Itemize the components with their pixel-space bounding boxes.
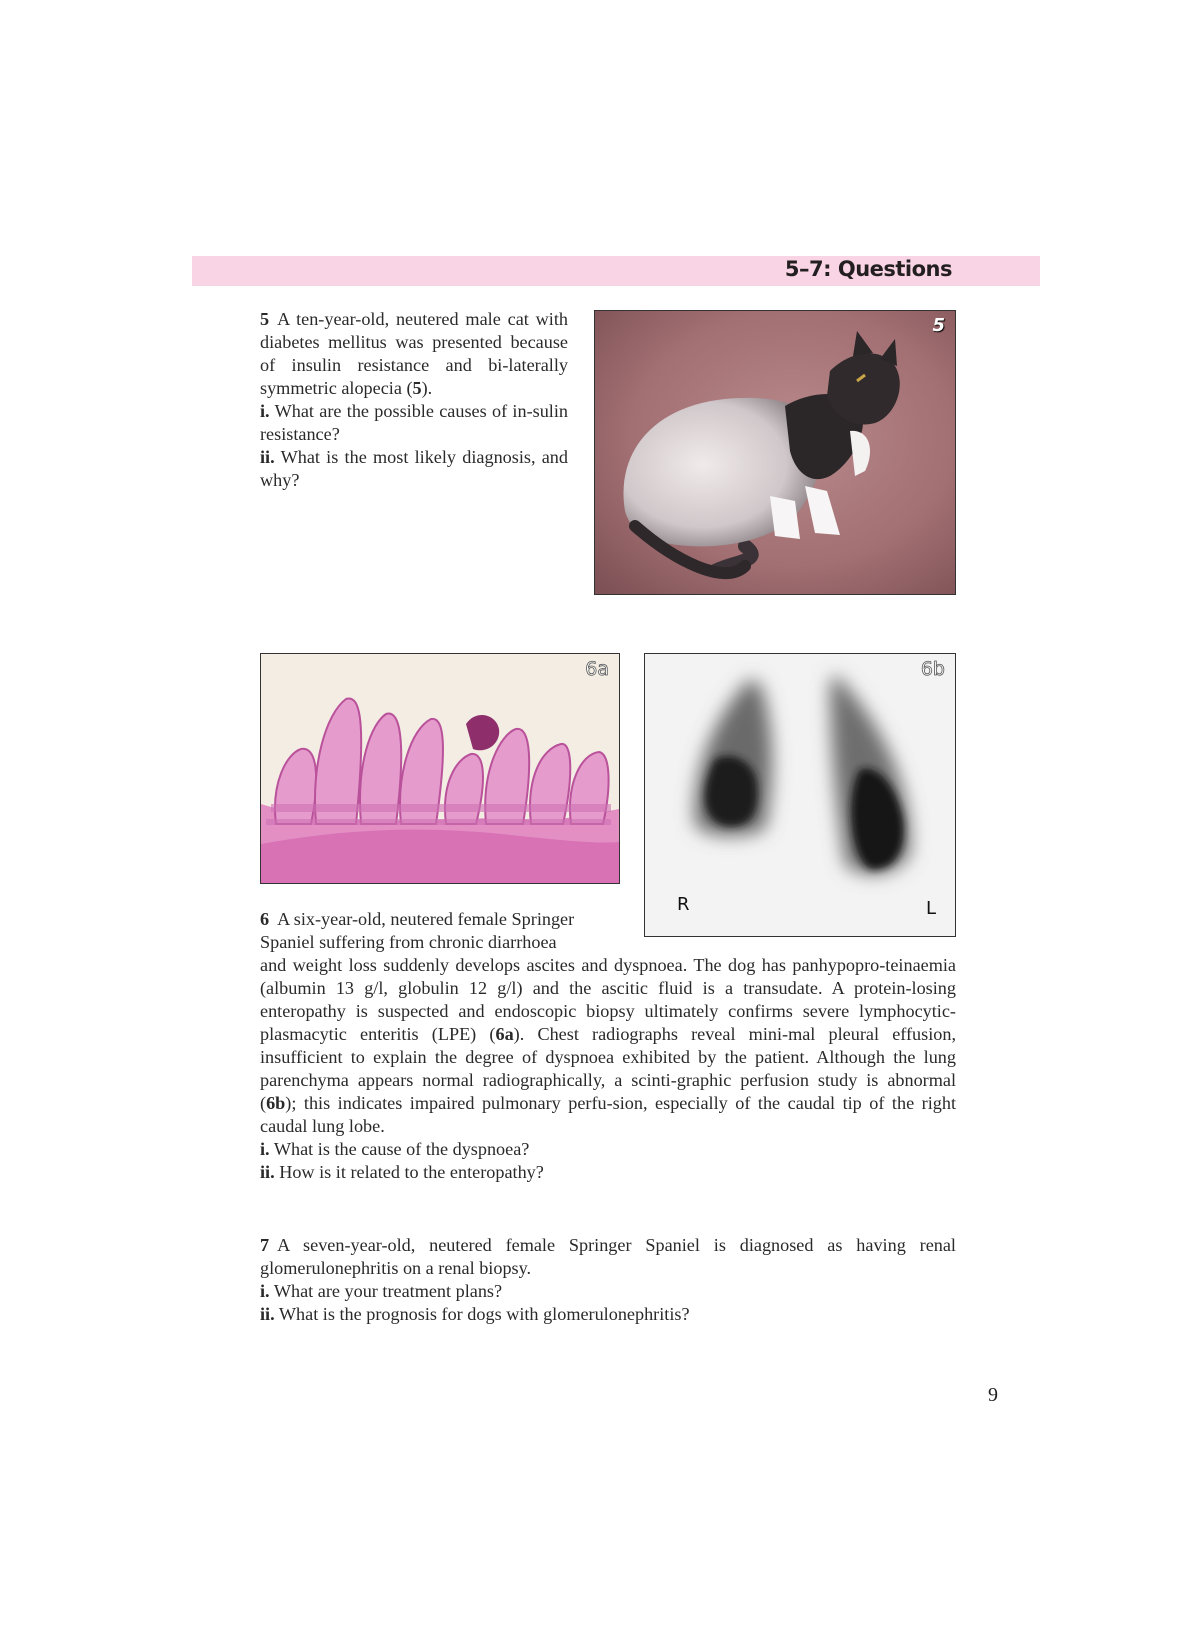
- item-marker: i.: [260, 401, 270, 421]
- question-5-text: A ten-year-old, neutered male cat with diabetes mellitus was presented because of insulin resistance and bi-laterally symmetric alopecia (: [260, 309, 568, 398]
- figure-5-label: 5: [932, 315, 945, 336]
- figure-ref: 6b: [266, 1093, 286, 1113]
- question-6-paragraph: [260, 954, 956, 1138]
- question-7: [260, 1234, 956, 1326]
- question-5-text-end: ).: [421, 378, 433, 398]
- item-marker: i.: [260, 1281, 270, 1301]
- question-7-item-ii: [260, 1303, 956, 1326]
- figure-6b-scintigraphy: [644, 653, 956, 937]
- left-side-marker: L: [926, 898, 937, 919]
- question-6-text-b: ). Chest radiographs reveal mini-mal pleural effusion, insufficient to explain the degree of dyspnoea exhibited by the patient. Although the lung parenchyma appears normal radiographically, a scinti-graphic perfusion study is abnormal (: [260, 1024, 957, 1113]
- question-5-item-ii: [260, 446, 568, 492]
- question-6-text: A six-year-old, neutered female Springer: [277, 909, 575, 929]
- question-6-text-a: and weight loss suddenly develops ascites and dyspnoea. The dog has panhypopro-teinaemia (albumin 13 g/l, globulin 12 g/l) and the ascitic fluid is a transudate. A protein-losing enteropathy is suspected and endoscopic biopsy ultimately confirms severe lymphocytic-plasmacytic enteritis (LPE) (: [260, 955, 956, 1044]
- question-number: 5: [260, 309, 270, 329]
- section-title: 5–7: Questions: [784, 257, 952, 281]
- item-marker: ii.: [260, 1304, 275, 1324]
- question-7-item-i: [260, 1280, 956, 1303]
- question-7-stem: [260, 1234, 956, 1280]
- question-6-item-i: [260, 1138, 956, 1161]
- figure-5-cat-photo: [594, 310, 956, 595]
- question-6-body: [260, 954, 956, 1184]
- item-text: What is the prognosis for dogs with glomerulonephritis?: [278, 1304, 690, 1324]
- item-text: What is the most likely diagnosis, and why?: [260, 447, 568, 490]
- question-6-opening: [260, 908, 622, 954]
- question-6-line-1: [260, 908, 622, 931]
- question-6-text-c: ); this indicates impaired pulmonary perfu-sion, especially of the caudal tip of the right caudal lung lobe.: [260, 1093, 956, 1136]
- question-5-stem: [260, 308, 568, 400]
- item-marker: ii.: [260, 1162, 275, 1182]
- figure-ref: 6a: [495, 1024, 514, 1044]
- histology-illustration: [261, 654, 619, 883]
- item-text: How is it related to the enteropathy?: [279, 1162, 544, 1182]
- question-5-item-i: [260, 400, 568, 446]
- question-7-text: A seven-year-old, neutered female Springer Spaniel is diagnosed as having renal glomerulonephritis on a renal biopsy.: [260, 1235, 956, 1278]
- right-side-marker: R: [677, 894, 690, 915]
- question-number: 6: [260, 909, 270, 929]
- figure-6a-histology: [260, 653, 620, 884]
- question-number: 7: [260, 1235, 270, 1255]
- question-6-line-2: Spaniel suffering from chronic diarrhoea: [260, 932, 557, 952]
- item-marker: i.: [260, 1139, 270, 1159]
- item-text: What are the possible causes of in-sulin resistance?: [260, 401, 569, 444]
- question-5: [260, 308, 568, 492]
- figure-ref: 5: [412, 378, 422, 398]
- section-header-band: [192, 256, 1040, 286]
- figure-6b-label: 6b: [920, 658, 945, 680]
- figure-6a-label: 6a: [585, 658, 609, 680]
- question-6-item-ii: [260, 1161, 956, 1184]
- cat-illustration: [595, 311, 955, 594]
- page-number: 9: [988, 1384, 998, 1406]
- scintigraphy-illustration: [645, 654, 955, 936]
- item-text: What is the cause of the dyspnoea?: [273, 1139, 530, 1159]
- item-marker: ii.: [260, 447, 275, 467]
- item-text: What are your treatment plans?: [273, 1281, 503, 1301]
